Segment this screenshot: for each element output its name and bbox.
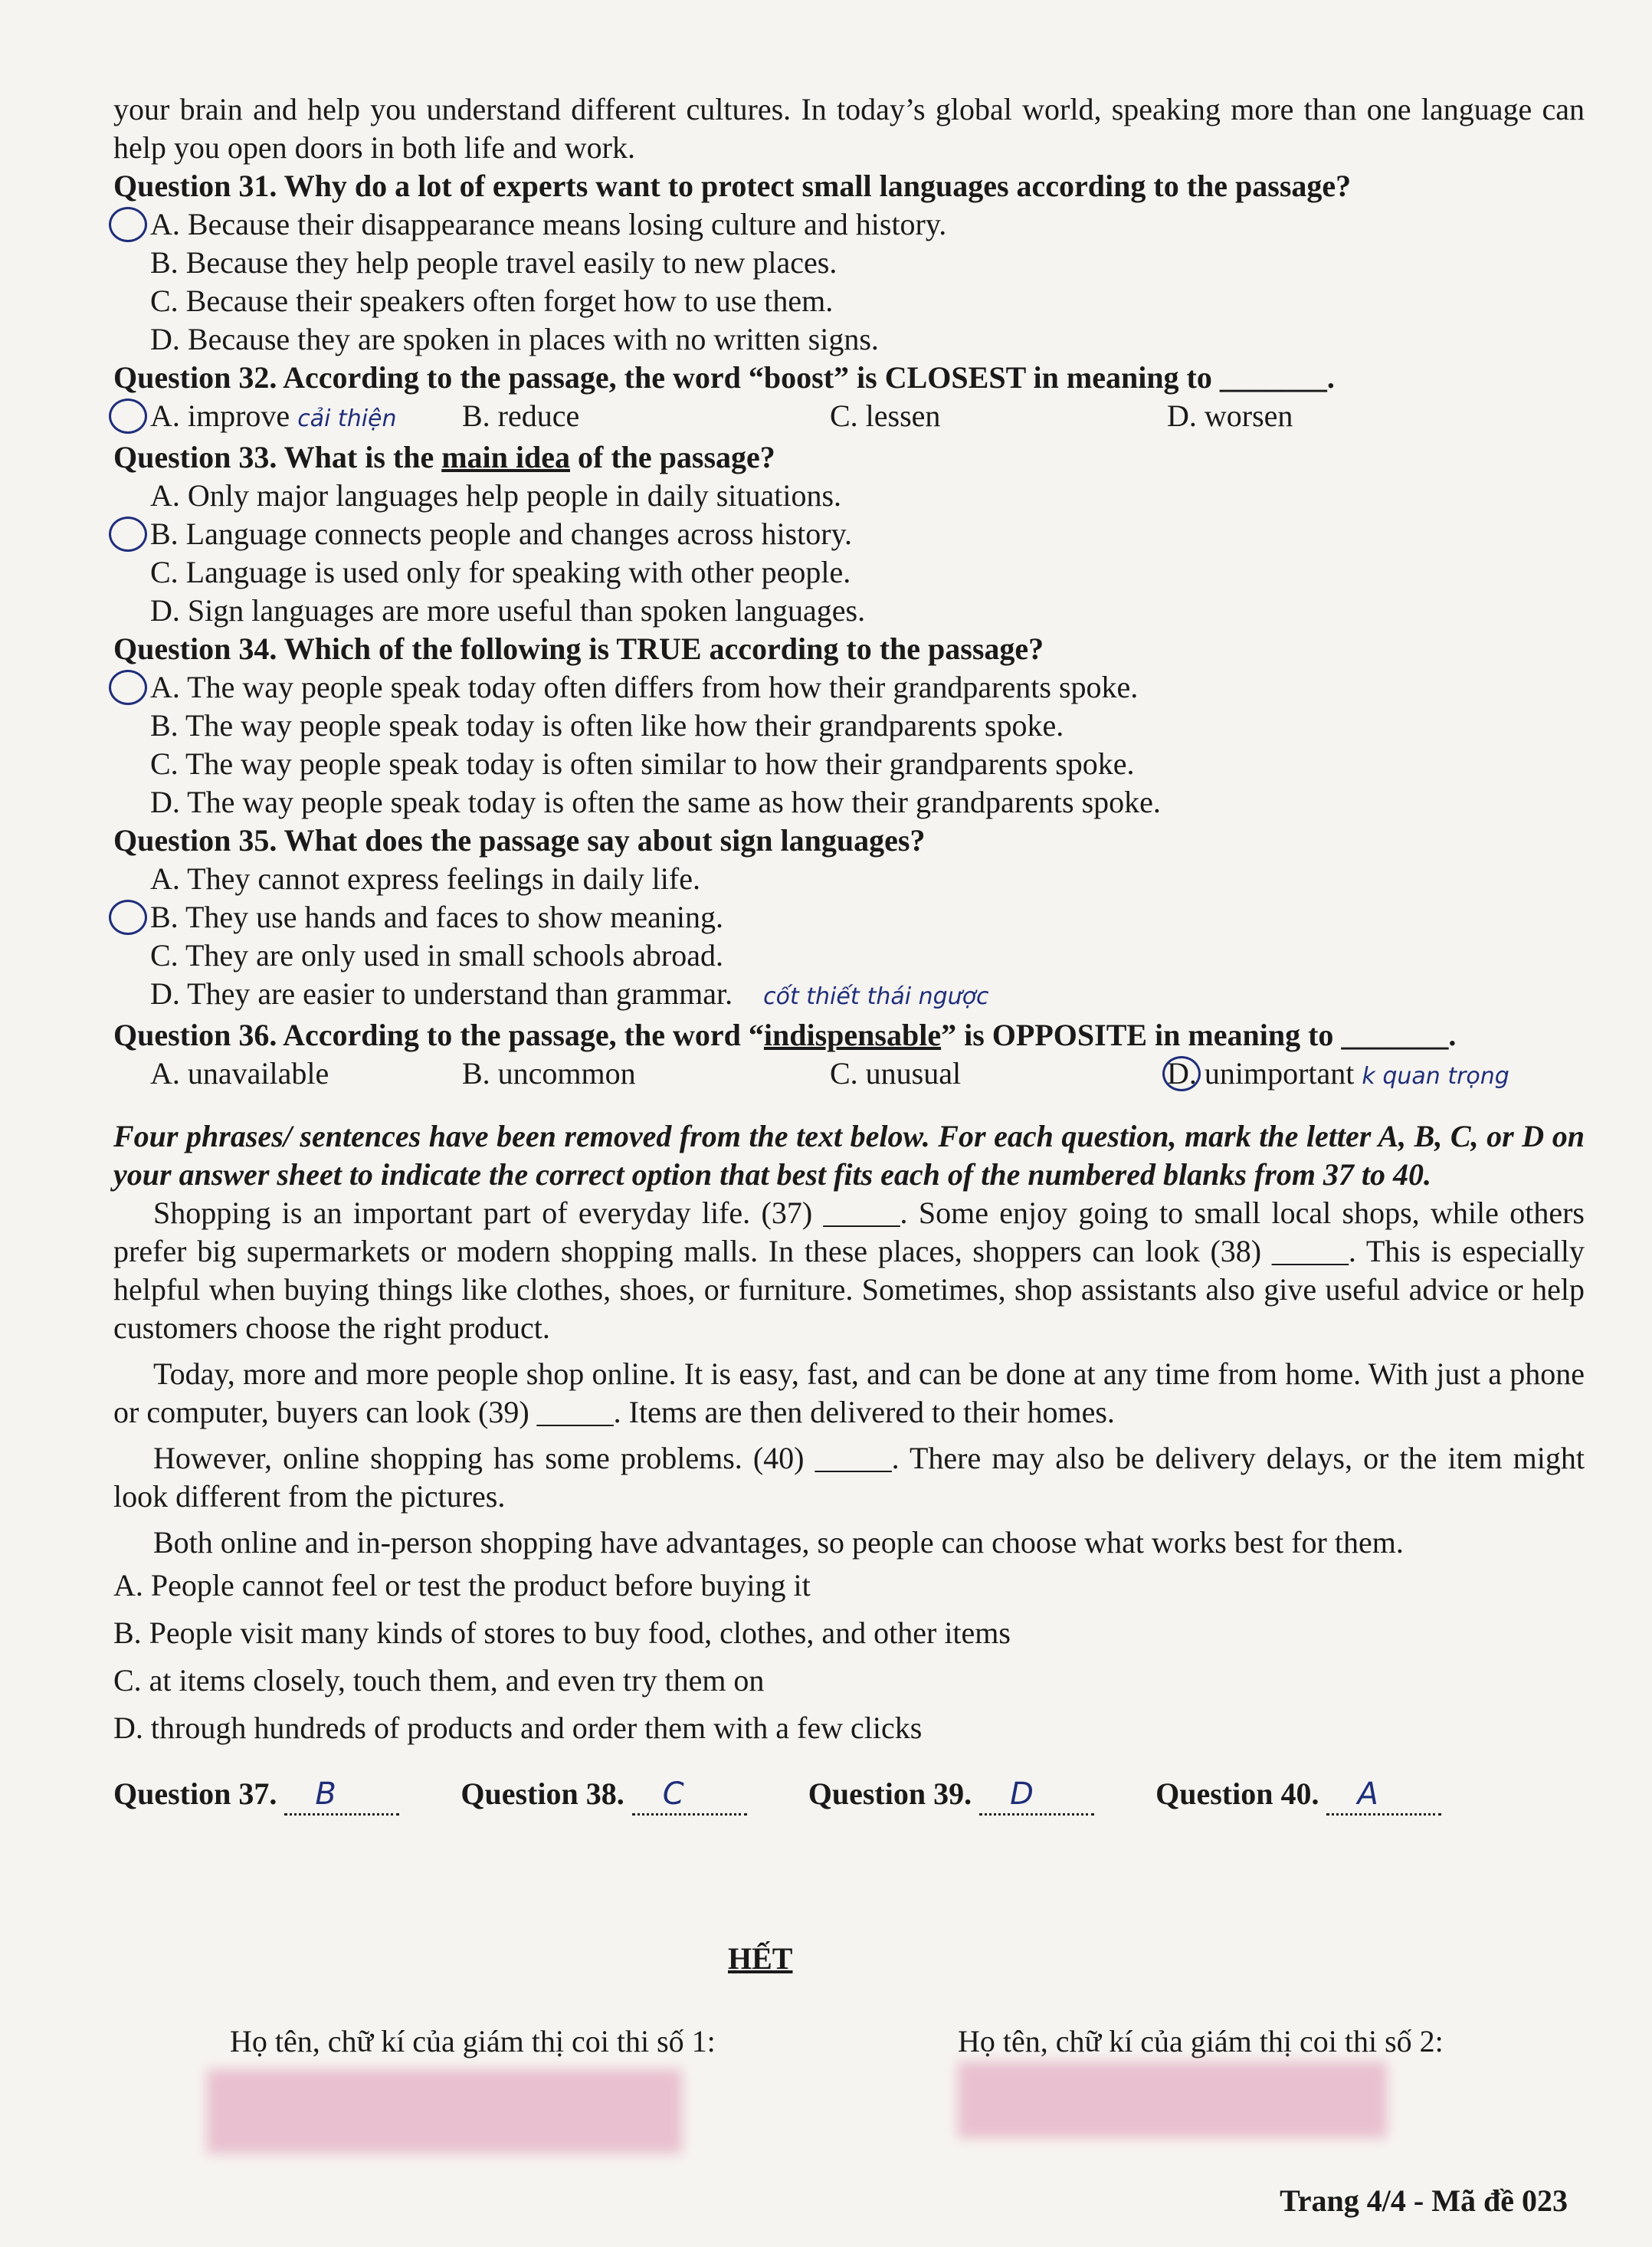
handwritten-note: cải thiện [297,405,397,432]
passage-paragraph-4: Both online and in-person shopping have advantages, so people can choose what works best for them. [153,1525,1404,1560]
question-34: Question 34. Which of the following is TRUE according to the passage? [113,631,1044,666]
passage-paragraph-1: Shopping is an important part of everyday life. (37) _____. Some enjoy going to small local shops, while others prefer big supermarkets or modern shopping malls. In these places, shoppers can look (38) _____. This is especially helpful when buying things like clothes, shoes, or furniture. Sometimes, shop assistants also give useful advice or help customers choose the right product. [113,1196,1585,1345]
q32-options [113,397,1585,438]
handwritten-note: thái ngược [867,983,989,1010]
q34-option-a: A. The way people speak today often differs from how their grandparents spoke. [113,668,1585,707]
choice-a: A. People cannot feel or test the product before buying it [113,1568,811,1602]
redacted-signature-1 [207,2069,682,2154]
section-instruction: Four phrases/ sentences have been removed from the text below. For each question, mark the letter A, B, C, or D on your answer sheet to indicate the correct option that best fits each of the numbered blanks from 37 to 40. [113,1119,1585,1192]
answer-38: Question 38. C [461,1775,746,1816]
answer-row [113,1775,1585,1816]
question-35: Question 35. What does the passage say about sign languages? [113,823,926,858]
q35-option-d: D. They are easier to understand than grammar. cốt thiết thái ngược [150,976,989,1011]
passage-intro: your brain and help you understand different cultures. In today’s global world, speaking more than one language can help you open doors in both life and work. [113,92,1585,165]
passage-paragraph-2: Today, more and more people shop online. It is easy, fast, and can be done at any time from home. With just a phone or computer, buyers can look (39) _____. Items are then delivered to their homes. [113,1356,1585,1429]
handwritten-note: cốt thiết [763,983,860,1010]
answer-37: Question 37. B [113,1775,399,1816]
q31-option-d: D. Because they are spoken in places with no written signs. [150,322,879,356]
q36-options [113,1055,1585,1096]
q34-option-b: B. The way people speak today is often like how their grandparents spoke. [150,708,1064,743]
q31-option-b: B. Because they help people travel easily to new places. [150,245,837,280]
q33-option-a: A. Only major languages help people in daily situations. [150,478,842,513]
q36-option-c: C. unusual [830,1056,962,1091]
circle-mark [109,670,147,705]
question-36: Question 36. According to the passage, the word “indispensable” is OPPOSITE in meaning to _______. [113,1018,1457,1052]
q33-option-c: C. Language is used only for speaking with other people. [150,555,851,589]
signature-label-2: Họ tên, chữ kí của giám thị coi thi số 2: [958,2024,1444,2058]
answer-blank: B [284,1775,399,1816]
q32-option-a: A. improve cải thiện [113,397,462,438]
question-32: Question 32. According to the passage, the word “boost” is CLOSEST in meaning to _______. [113,360,1335,395]
answer-39: Question 39. D [808,1775,1094,1816]
q35-option-a: A. They cannot express feelings in daily life. [150,861,700,896]
q32-option-d: D. worsen [1167,399,1293,433]
page-footer: Trang 4/4 - Mã đề 023 [1280,2183,1568,2218]
redacted-signature-2 [958,2062,1387,2138]
circle-mark [109,399,147,434]
q31-option-a: A. Because their disappearance means losing culture and history. [113,205,1585,244]
question-31: Question 31. Why do a lot of experts want to protect small languages according to the passage? [113,169,1352,203]
choice-c: C. at items closely, touch them, and even try them on [113,1663,765,1698]
q35-option-c: C. They are only used in small schools abroad. [150,938,724,973]
circle-mark [1162,1056,1201,1091]
q31-option-c: C. Because their speakers often forget how to use them. [150,284,834,318]
choice-d: D. through hundreds of products and order them with a few clicks [113,1711,923,1745]
q32-option-c: C. lessen [830,399,941,433]
answer-40: Question 40. A [1155,1775,1441,1816]
circle-mark [109,900,147,935]
end-marker: HẾT [728,1941,793,1976]
exam-content [113,90,1585,1816]
answer-blank: D [979,1775,1094,1816]
q33-option-b: B. Language connects people and changes across history. [113,515,1585,553]
handwritten-note: k quan trọng [1362,1063,1509,1090]
answer-blank: A [1326,1775,1441,1816]
question-33: Question 33. What is the main idea of the passage? [113,440,775,474]
q32-option-b: B. reduce [462,399,580,433]
q36-option-b: B. uncommon [462,1056,636,1091]
q33-option-d: D. Sign languages are more useful than spoken languages. [150,593,866,628]
answer-blank: C [632,1775,747,1816]
q36-option-d: D. unimportant k quan trọng [1167,1055,1550,1096]
circle-mark [109,517,147,552]
passage-paragraph-3: However, online shopping has some problems. (40) _____. There may also be delivery delays, or the item might look different from the pictures. [113,1441,1585,1514]
circle-mark [109,207,147,242]
q34-option-d: D. The way people speak today is often the same as how their grandparents spoke. [150,785,1161,819]
choice-b: B. People visit many kinds of stores to buy food, clothes, and other items [113,1616,1011,1650]
signature-label-1: Họ tên, chữ kí của giám thị coi thi số 1: [230,2024,716,2058]
q36-option-a: A. unavailable [150,1056,329,1091]
q35-option-b: B. They use hands and faces to show meaning. [113,898,1585,937]
q34-option-c: C. The way people speak today is often similar to how their grandparents spoke. [150,746,1135,781]
